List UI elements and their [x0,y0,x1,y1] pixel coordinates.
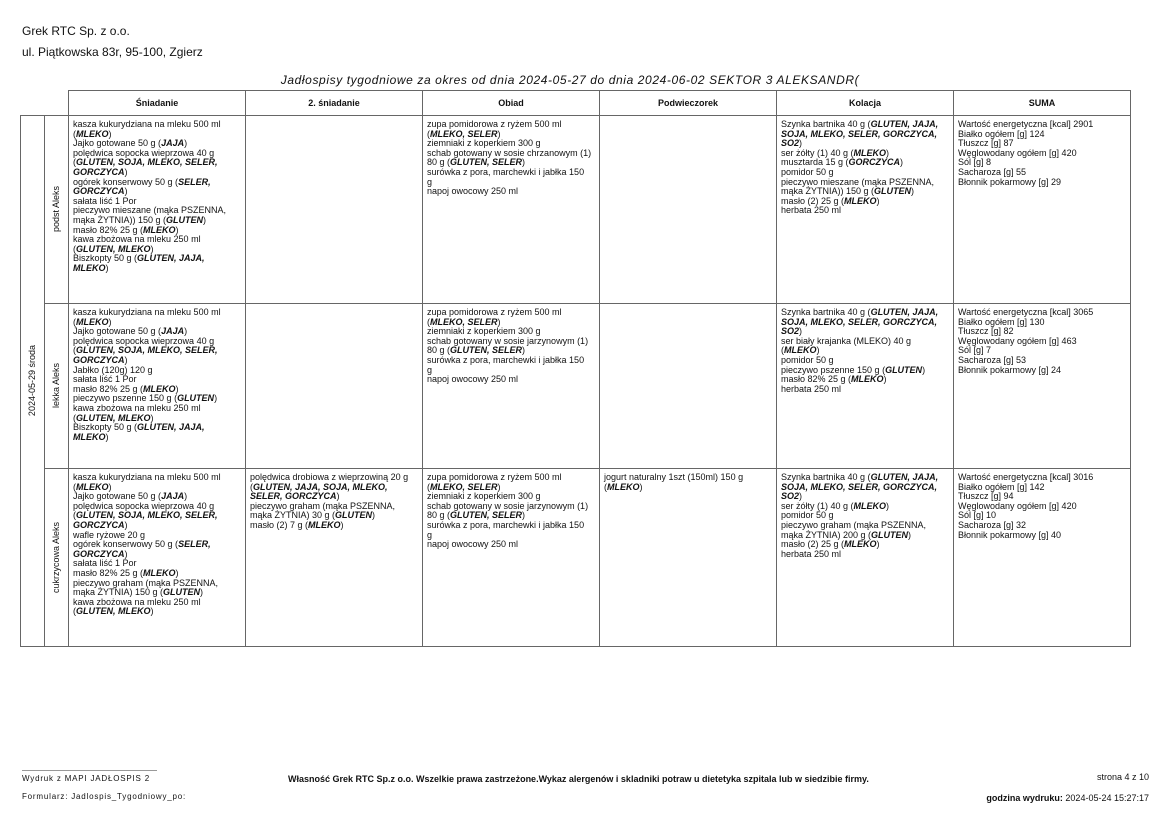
diet-label: lekka Aleks [50,363,61,409]
allergen-text: GLUTEN, JAJA, [870,472,939,482]
item-text: surówka z pora, marchewki i jabłka 150 [427,519,585,530]
company-name: Grek RTC Sp. z o.o. [22,24,130,38]
nutrition-line: Tłuszcz [g] 94 [958,491,1014,502]
item-text: ( [781,345,784,356]
header-row [21,91,1131,116]
allergen-text: GORCZYCA [73,354,125,365]
item-text: ) [150,606,154,617]
allergen-text: GLUTEN, MLEKO [76,606,151,617]
allergen-text: SO2 [781,138,800,149]
diet-cell [45,116,69,304]
item-text: kasza kukurydziana na mleku 500 ml [73,119,221,129]
item-text: ) [522,157,526,168]
nutrition-line: Białko ogółem [g] 124 [958,128,1045,139]
item-text: napoj owocowy 250 ml [427,539,519,550]
item-text: kawa zbożowa na mleku 250 ml [73,402,201,413]
item-text: wafle ryżowe 20 g [73,529,146,540]
nutrition-line: Sól [g] 7 [958,345,992,356]
allergen-text: GLUTEN [166,214,204,225]
nutrition-line: Węglowodany ogółem [g] 420 [958,500,1077,511]
item-text: napoj owocowy 250 ml [427,374,519,385]
item-text: ) [908,529,912,540]
nutrition-line: Sacharoza [g] 53 [958,354,1027,365]
meal-cell-sniadanie [69,304,246,469]
item-text: mąka ŻYTNIA)) 150 g ( [781,186,875,197]
allergen-text: MLEKO [76,316,109,327]
item-text: surówka z pora, marchewki i jabłka 150 [427,354,585,365]
item-text: g [427,529,433,540]
item-text: ) [214,393,218,404]
col-header-suma: SUMA [954,91,1131,116]
item-text: ) [497,316,501,327]
meal-cell-obiad [423,469,600,647]
allergen-text: MLEKO [73,431,106,442]
item-text: polędwica sopocka wieprzowa 40 g [73,335,215,346]
summary-cell [954,469,1131,647]
item-text: mąka ŻYTNIA) 30 g ( [250,510,336,521]
allergen-text: SO2 [781,326,800,337]
item-text: sałata liść 1 Por [73,558,137,569]
allergen-text: SOJA, MLEKO, SELER, GORCZYCA, [781,316,938,327]
allergen-text: GLUTEN, JAJA, [870,307,939,317]
meal-cell-2-sniadanie [246,304,423,469]
item-text: ( [73,606,76,617]
company-address: ul. Piątkowska 83r, 95-100, Zgierz [22,45,203,59]
item-text: ) [108,481,112,492]
item-text: ) [105,431,109,442]
meal-cell-obiad [423,116,600,304]
allergen-text: GLUTEN [874,186,912,197]
allergen-text: GLUTEN, SELER [450,157,523,168]
item-text: pieczywo mieszane (mąka PSZENNA, [781,176,935,187]
allergen-text: MLEKO [143,224,176,235]
item-text: ) [150,243,154,254]
item-text: 80 g ( [427,345,451,356]
item-text: ( [73,345,76,356]
item-text: zupa pomidorowa z ryżem 500 ml [427,472,562,482]
item-text: ) [886,147,890,158]
allergen-text: GLUTEN, JAJA, SOJA, MLEKO, [253,481,388,492]
item-text: ) [922,364,926,375]
print-time [986,793,1149,803]
allergen-text: GLUTEN, MLEKO [76,243,151,254]
item-text: ( [73,481,76,492]
allergen-text: SELER, [178,539,211,550]
item-text: ) [124,548,128,559]
item-text: mąka ŻYTNIA)) 150 g ( [73,214,167,225]
col-header-sniadanie: Śniadanie [69,91,246,116]
item-text: pomidor 50 g [781,510,834,521]
meal-cell-kolacja [777,116,954,304]
allergen-text: MLEKO, SELER [430,316,498,327]
item-text: ) [184,326,188,337]
item-text: zupa pomidorowa z ryżem 500 ml [427,307,562,317]
item-text: ) [124,186,128,197]
print-time-value: 2024-05-24 15:27:17 [1065,793,1149,803]
meal-item-line [73,264,241,274]
item-text: pomidor 50 g [781,166,834,177]
item-text: masło (2) 25 g ( [781,539,845,550]
item-text: masło (2) 25 g ( [781,195,845,206]
item-text: g [427,364,433,375]
meal-item-line [73,433,241,443]
allergen-text: JAJA [161,326,185,337]
allergen-text: MLEKO, SELER [430,481,498,492]
date-cell [21,116,45,647]
item-text: kawa zbożowa na mleku 250 ml [73,596,201,607]
meal-item-line [73,607,241,617]
item-text: ) [105,262,109,273]
item-text: ( [250,481,253,492]
item-text: ) [816,345,820,356]
item-text: pieczywo graham (mąka PSZENNA, [250,500,396,511]
item-text: ( [73,316,76,327]
nutrition-line: Sól [g] 8 [958,157,992,168]
item-text: masło 82% 25 g ( [73,383,144,394]
meal-item-line [781,550,949,560]
table-row [21,469,1131,647]
meal-cell-podwieczorek [600,116,777,304]
allergen-text: JAJA [161,491,185,502]
item-text: ) [497,481,501,492]
meal-cell-podwieczorek [600,469,777,647]
summary-cell [954,304,1131,469]
nutrition-line: Sól [g] 10 [958,510,997,521]
meal-cell-sniadanie [69,469,246,647]
meal-item-line [427,168,595,178]
allergen-text: MLEKO [308,519,341,530]
meal-item-line [781,483,949,493]
item-text: Biszkopty 50 g ( [73,253,138,264]
item-text: Szynka bartnika 40 g ( [781,472,871,482]
allergen-text: GLUTEN, SELER [450,510,523,521]
item-text: ) [108,128,112,139]
item-text: ( [73,510,76,521]
nutrition-line: Białko ogółem [g] 130 [958,316,1045,327]
menu-table [20,90,1131,647]
item-text: 80 g ( [427,157,451,168]
allergen-text: MLEKO [844,539,877,550]
nutrition-line: Tłuszcz [g] 82 [958,326,1014,337]
item-text: ziemniaki z koperkiem 300 g [427,138,541,149]
nutrition-line: Błonnik pokarmowy [g] 24 [958,364,1062,375]
item-text: ( [73,243,76,254]
item-text: herbata 250 ml [781,383,842,394]
item-text: ziemniaki z koperkiem 300 g [427,491,541,502]
allergen-text: GORCZYCA [73,166,125,177]
item-text: ) [876,195,880,206]
nutrition-line: Wartość energetyczna [kcal] 3065 [958,307,1094,317]
nutrition-line: Błonnik pokarmowy [g] 29 [958,176,1062,187]
meal-cell-2-sniadanie [246,469,423,647]
meal-item-line [781,130,949,140]
item-text: kasza kukurydziana na mleku 500 ml [73,472,221,482]
item-text: ) [799,138,803,149]
item-text: ) [799,326,803,337]
item-text: masło (2) 7 g ( [250,519,309,530]
page-number: strona 4 z 10 [1096,772,1149,782]
item-text: pieczywo graham (mąka PSZENNA, [781,519,927,530]
item-text: ) [108,316,112,327]
table-row [21,116,1131,304]
allergen-text: GLUTEN [177,393,215,404]
item-text: kawa zbożowa na mleku 250 ml [73,234,201,245]
item-text: masło 82% 25 g ( [781,374,852,385]
item-text: sałata liść 1 Por [73,374,137,385]
item-text: musztarda 15 g ( [781,157,849,168]
item-text: ( [73,128,76,139]
allergen-text: MLEKO [853,147,887,158]
item-text: sałata liść 1 Por [73,195,137,206]
item-text: pieczywo graham (mąka PSZENNA, [73,577,219,588]
item-text: kasza kukurydziana na mleku 500 ml [73,307,221,317]
item-text: ziemniaki z koperkiem 300 g [427,326,541,337]
meal-cell-2-sniadanie [246,116,423,304]
item-text: ) [799,491,803,502]
allergen-text: MLEKO [143,383,176,394]
item-text: schab gotowany w sosie chrzanowym (1) [427,147,592,158]
item-text: ) [184,491,188,502]
allergen-text: MLEKO, SELER [430,128,498,139]
allergen-text: MLEKO [784,345,817,356]
meal-item-line [427,521,595,531]
meal-item-line [427,540,595,550]
item-text: Jajko gotowane 50 g ( [73,326,162,337]
item-text: herbata 250 ml [781,548,842,559]
item-text: ) [124,354,128,365]
allergen-text: GLUTEN [163,587,201,598]
allergen-text: MLEKO [73,262,106,273]
allergen-text: GORCZYCA [73,186,125,197]
item-text: ( [604,481,607,492]
date-label: 2024-05-29 środa [26,345,37,417]
allergen-text: GLUTEN, SOJA, MLEKO, SELER, [76,345,218,356]
allergen-text: GLUTEN, SOJA, MLEKO, SELER, [76,157,218,168]
item-text: ) [911,186,915,197]
item-text: jogurt naturalny 1szt (150ml) 150 g [604,472,744,482]
nutrition-line: Wartość energetyczna [kcal] 3016 [958,472,1094,482]
item-text: ) [372,510,376,521]
nutrition-line: Węglowodany ogółem [g] 463 [958,335,1077,346]
allergen-text: GORCZYCA [848,157,901,168]
item-text: ) [522,345,526,356]
item-text: ogórek konserwowy 50 g ( [73,176,179,187]
item-text: g [427,176,433,187]
col-header-2-sniadanie: 2. śniadanie [246,91,423,116]
diet-label: cukrzycowa Aleks [50,521,61,594]
allergen-text: MLEKO [607,481,640,492]
allergen-text: SELER, GORCZYCA [250,491,337,502]
item-text: ) [900,157,904,168]
footer-ownership: Własność Grek RTC Sp.z o.o. Wszelkie prawa zastrzeżone.Wykaz alergenów i skladniki potraw u dietetyka szpitala lub w siedzibie firmy. [288,774,869,784]
nutrition-line: Błonnik pokarmowy [g] 40 [958,529,1062,540]
col-header-obiad: Obiad [423,91,600,116]
allergen-text: MLEKO [853,500,887,511]
nutrition-line: Białko ogółem [g] 142 [958,481,1045,492]
item-text: ( [73,157,76,168]
meal-item-line [250,521,418,531]
table-row [21,304,1131,469]
item-text: ) [883,374,887,385]
nutrition-line: Sacharoza [g] 32 [958,519,1027,530]
item-text: ser biały krajanka (MLEKO) 40 g [781,335,912,346]
allergen-text: GLUTEN, SOJA, MLEKO, SELER, [76,510,218,521]
item-text: masło 82% 25 g ( [73,567,144,578]
item-text: pomidor 50 g [781,354,834,365]
allergen-text: SO2 [781,491,800,502]
meal-cell-kolacja [777,304,954,469]
nutrition-line: Wartość energetyczna [kcal] 2901 [958,119,1094,129]
item-text: masło 82% 25 g ( [73,224,144,235]
col-header-podwieczorek: Podwieczorek [600,91,777,116]
item-text: ) [175,224,179,235]
allergen-text: SOJA, MLEKO, SELER, GORCZYCA, [781,128,938,139]
item-text: Szynka bartnika 40 g ( [781,307,871,317]
meal-item-line [604,483,772,493]
meal-cell-podwieczorek [600,304,777,469]
item-text: ) [886,500,890,511]
item-text: pieczywo pszenne 150 g ( [73,393,178,404]
item-text: Jajko gotowane 50 g ( [73,138,162,149]
item-text: pieczywo pszenne 150 g ( [781,364,886,375]
item-text: ) [203,214,207,225]
nutrition-line: Tłuszcz [g] 87 [958,138,1014,149]
diet-cell [45,469,69,647]
item-text: ) [124,519,128,530]
footer-form: Formularz: Jadlospis_Tygodniowy_po: [22,792,187,801]
summary-cell [954,116,1131,304]
item-text: 80 g ( [427,510,451,521]
item-text: napoj owocowy 250 ml [427,186,519,197]
item-text: ) [340,519,344,530]
meal-item-line [427,375,595,385]
allergen-text: MLEKO [844,195,877,206]
allergen-text: MLEKO [851,374,884,385]
print-time-label: godzina wydruku: [986,793,1063,803]
item-text: mąka ŻYTNIA) 150 g ( [73,587,164,598]
item-text: Biszkopty 50 g ( [73,422,138,433]
nutrition-line: Sacharoza [g] 55 [958,166,1027,177]
item-text: Jabłko (120g) 120 g [73,364,153,375]
item-text: ) [876,539,880,550]
item-text: ) [336,491,340,502]
meal-item-line [781,385,949,395]
item-text: Jajko gotowane 50 g ( [73,491,162,502]
item-text: pieczywo mieszane (mąka PSZENNA, [73,205,227,216]
meal-item-line [427,187,595,197]
item-text: ) [175,567,179,578]
item-text: ) [497,128,501,139]
allergen-text: MLEKO [76,128,109,139]
allergen-text: SOJA, MLEKO, SELER, GORCZYCA, [781,481,938,492]
item-text: schab gotowany w sosie jarzynowym (1) [427,335,589,346]
item-text: herbata 250 ml [781,205,842,216]
item-text: polędwica sopocka wieprzowa 40 g [73,500,215,511]
allergen-text: GLUTEN [871,529,909,540]
nutrition-line: Węglowodany ogółem [g] 420 [958,147,1077,158]
item-text: ) [124,166,128,177]
meal-cell-sniadanie [69,116,246,304]
item-text: ( [427,128,430,139]
item-text: ( [427,316,430,327]
allergen-text: GLUTEN [335,510,373,521]
item-text: polędwica sopocka wieprzowa 40 g [73,147,215,158]
item-text: ser żółty (1) 40 g ( [781,147,854,158]
allergen-text: JAJA [161,138,185,149]
item-text: ) [522,510,526,521]
meal-item-line [427,356,595,366]
item-text: ( [73,412,76,423]
item-text: Szynka bartnika 40 g ( [781,119,871,129]
item-text: ) [175,383,179,394]
meal-item-line [781,206,949,216]
diet-cell [45,304,69,469]
item-text: ser żółty (1) 40 g ( [781,500,854,511]
footer-divider [22,770,157,771]
allergen-text: MLEKO [76,481,109,492]
meal-item-line [781,318,949,328]
allergen-text: GLUTEN, MLEKO [76,412,151,423]
item-text: ) [200,587,204,598]
item-text: polędwica drobiowa z wieprzowiną 20 g [250,472,409,482]
item-text: schab gotowany w sosie jarzynowym (1) [427,500,589,511]
item-text: ( [427,481,430,492]
allergen-text: GLUTEN, JAJA, [137,422,205,433]
footer-printout: Wydruk z MAPI JADŁOSPIS 2 [22,774,150,783]
allergen-text: MLEKO [143,567,176,578]
meal-cell-kolacja [777,469,954,647]
item-text: ) [639,481,643,492]
item-text: mąka ŻYTNIA) 200 g ( [781,529,872,540]
allergen-text: GLUTEN, SELER [450,345,523,356]
meal-cell-obiad [423,304,600,469]
allergen-text: GORCZYCA [73,519,125,530]
allergen-text: GLUTEN, JAJA, [137,253,205,264]
diet-label: podst Aleks [50,186,61,233]
item-text: zupa pomidorowa z ryżem 500 ml [427,119,562,129]
document-title: Jadłospisy tygodniowe za okres od dnia 2024-05-27 do dnia 2024-06-02 SEKTOR 3 ALEKSANDR( [280,73,860,87]
item-text: ogórek konserwowy 50 g ( [73,539,179,550]
allergen-text: GLUTEN, JAJA, [870,119,939,129]
allergen-text: GLUTEN [885,364,923,375]
item-text: surówka z pora, marchewki i jabłka 150 [427,166,585,177]
item-text: ) [184,138,188,149]
allergen-text: GORCZYCA [73,548,125,559]
col-header-kolacja: Kolacja [777,91,954,116]
allergen-text: SELER, [178,176,211,187]
item-text: ) [150,412,154,423]
